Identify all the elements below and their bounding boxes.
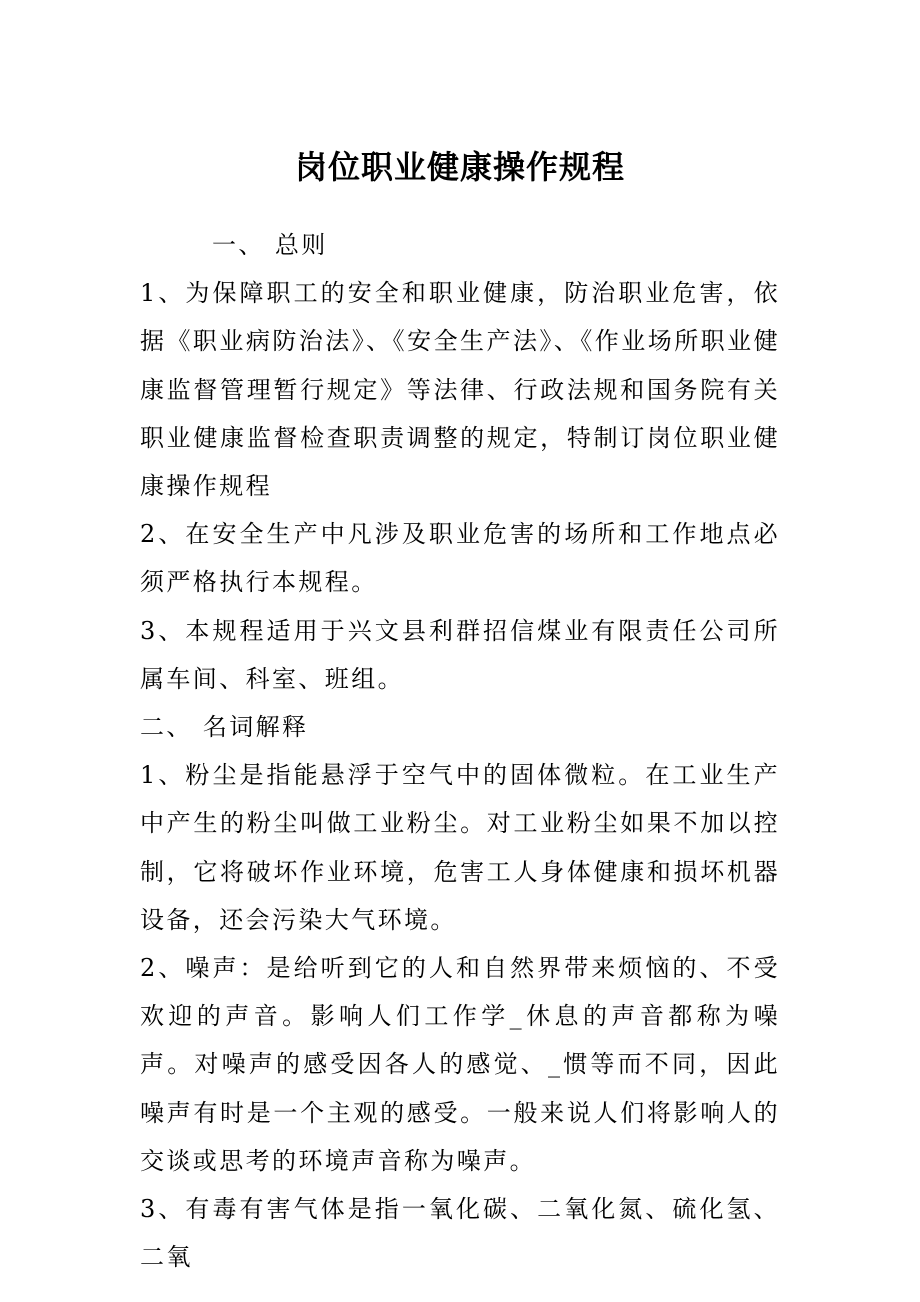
document-body <box>140 221 780 1281</box>
document-title: 岗位职业健康操作规程 <box>294 148 625 186</box>
section-heading-definitions: 二、 名词解释 <box>140 713 309 742</box>
paragraph-toxic-gas-definition: 3、有毒有害气体是指一氧化碳、二氧化氮、硫化氢、二氧 <box>140 1195 780 1272</box>
paragraph-noise-definition: 2、噪声：是给听到它的人和自然界带来烦恼的、不受欢迎的声音。影响人们工作学_休息的声音都称为噪声。对噪声的感受因各人的感觉、_惯等而不同，因此噪声有时是一个主观的感受。一般来说人们将影响人的交谈或思考的环境声音称为噪声。 <box>140 954 780 1175</box>
paragraph-dust-definition: 1、粉尘是指能悬浮于空气中的固体微粒。在工业生产中产生的粉尘叫做工业粉尘。对工业粉尘如果不加以控制，它将破坏作业环境，危害工人身体健康和损坏机器设备，还会污染大气环境。 <box>140 761 780 934</box>
section-heading-general: 一、 总则 <box>212 231 328 259</box>
paragraph-scope-sites: 2、在安全生产中凡涉及职业危害的场所和工作地点必须严格执行本规程。 <box>140 520 780 597</box>
paragraph-purpose: 1、为保障职工的安全和职业健康，防治职业危害，依据《职业病防治法》、《安全生产法》、《作业场所职业健康监督管理暂行规定》等法律、行政法规和国务院有关职业健康监督检查职责调整的规定，特制订岗位职业健康操作规程 <box>140 279 780 501</box>
paragraph-scope-units: 3、本规程适用于兴文县利群招信煤业有限责任公司所属车间、科室、班组。 <box>140 616 780 693</box>
